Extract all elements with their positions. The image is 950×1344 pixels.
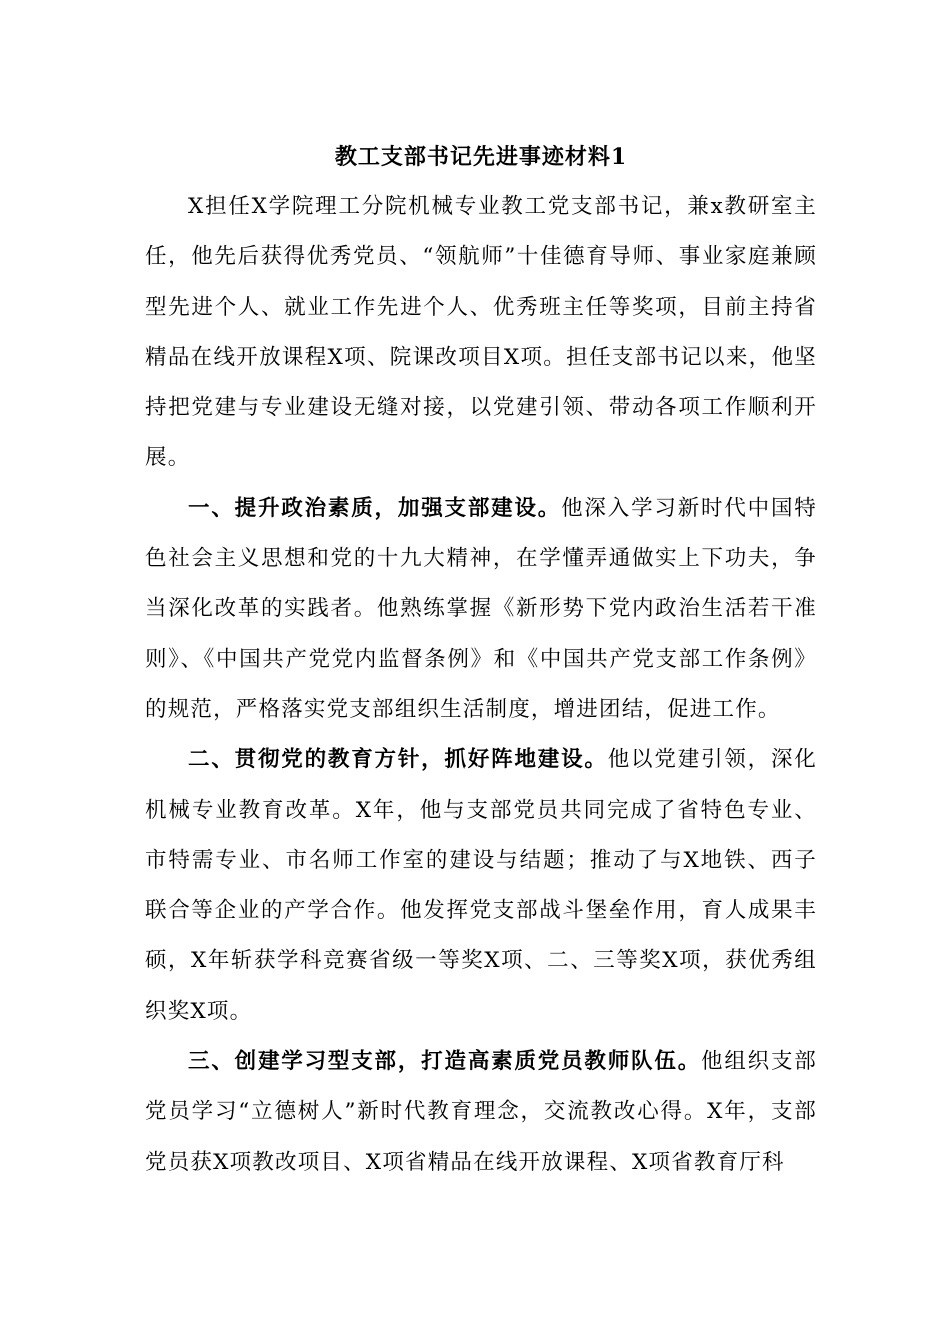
section-heading-3: 三、创建学习型支部，打造高素质党员教师队伍。 [188, 1049, 702, 1075]
document-title: 教工支部书记先进事迹材料1 [334, 144, 628, 170]
section-body-3: 他组织支部党员学习“立德树人”新时代教育理念，交流教改心得。X年，支部党员获X项教改项目、X项省精品在线开放课程、X项省教育厅科 [145, 1049, 817, 1175]
section-paragraph-2 [145, 735, 817, 1037]
section-body-1: 他深入学习新时代中国特色社会主义思想和党的十九大精神，在学懂弄通做实上下功夫，争当深化改革的实践者。他熟练掌握《新形势下党内政治生活若干准则》、《中国共产党党内监督条例》和《中国共产党支部工作条例》的规范，严格落实党支部组织生活制度，增进团结，促进工作。 [145, 495, 818, 722]
section-heading-2: 二、贯彻党的教育方针，抓好阵地建设。 [188, 747, 608, 773]
section-paragraph-3 [145, 1037, 817, 1188]
intro-paragraph: X担任X学院理工分院机械专业教工党支部书记，兼x教研室主任，他先后获得优秀党员、“领航师”十佳德育导师、事业家庭兼顾型先进个人、就业工作先进个人、优秀班主任等奖项，目前主持省精品在线开放课程X项、院课改项目X项。担任支部书记以来，他坚持把党建与专业建设无缝对接，以党建引领、带动各项工作顺利开展。 [145, 194, 817, 471]
section-paragraph-1 [145, 484, 817, 735]
section-body-2: 他以党建引领，深化机械专业教育改革。X年，他与支部党员共同完成了省特色专业、市特需专业、市名师工作室的建设与结题；推动了与X地铁、西子联合等企业的产学合作。他发挥党支部战斗堡垒作用，育人成果丰硕，X年斩获学科竞赛省级一等奖X项、二、三等奖X项，获优秀组织奖X项。 [145, 747, 817, 1024]
document-body [145, 138, 817, 1188]
section-heading-1: 一、提升政治素质，加强支部建设。 [188, 495, 562, 521]
